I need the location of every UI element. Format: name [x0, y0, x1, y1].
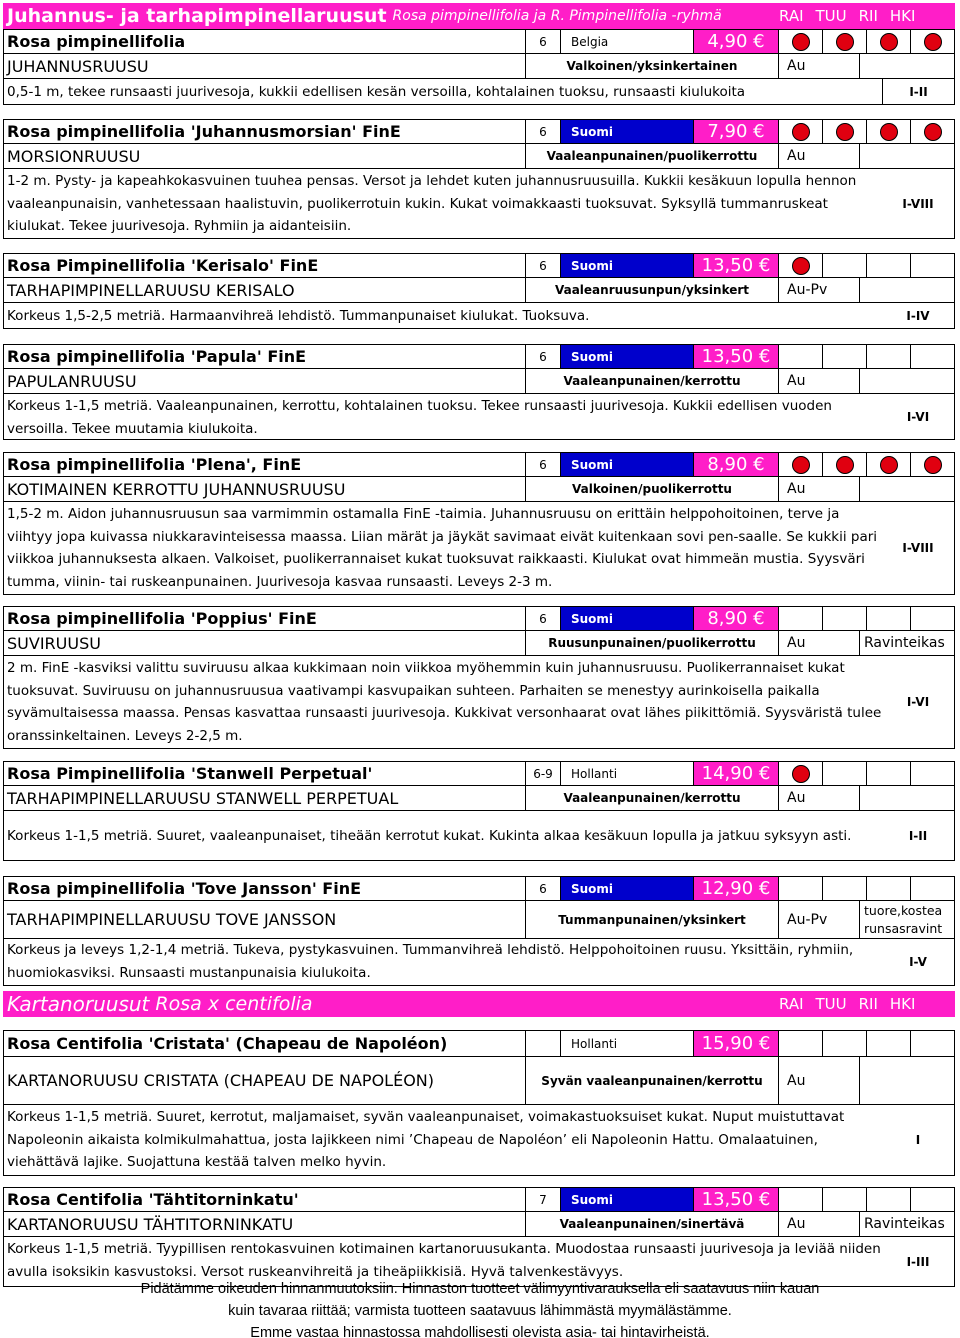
origin-country: Suomi [561, 453, 694, 476]
soil-note [860, 369, 954, 393]
region-columns [779, 991, 927, 1017]
product-entry [3, 119, 955, 239]
flower-description: Vaaleanpunainen/sinertävä [526, 1212, 779, 1236]
flower-description: Vaaleanpunainen/kerrottu [526, 369, 779, 393]
hardiness-zone: I-IV [906, 308, 930, 323]
availability-hki [911, 30, 954, 53]
growth-zone: 7 [526, 1188, 561, 1211]
available-dot-icon [836, 123, 854, 141]
product-name: Rosa pimpinellifolia 'Papula' FinE [4, 345, 526, 368]
availability-hki [911, 607, 954, 630]
growth-zone [526, 1031, 561, 1056]
availability-hki [911, 254, 954, 277]
product-entry [3, 29, 955, 105]
bloom-time: Au [779, 631, 860, 655]
price: 4,90 € [694, 30, 779, 53]
product-name: Rosa Pimpinellifolia 'Kerisalo' FinE [4, 254, 526, 277]
hardiness-zone: I-II [908, 828, 928, 843]
hardiness-zone: I-III [906, 1254, 930, 1269]
section-header-pimpinellifolia [3, 3, 955, 29]
available-dot-icon [792, 33, 810, 51]
availability-rii [867, 1188, 911, 1211]
bloom-time: Au [779, 477, 860, 501]
availability-tuu [823, 345, 867, 368]
product-description: Korkeus 1-1,5 metriä. Suuret, vaaleanpunaiset, tiheään kerrotut kukat. Kukinta alkaa kesäkuun lopulla ja jatkuu syksyyn asti. [7, 828, 852, 844]
product-entry [3, 761, 955, 861]
finnish-name: KARTANORUUSU CRISTATA (CHAPEAU DE NAPOLÉON) [4, 1057, 526, 1104]
hardiness-zone: I-V [909, 955, 927, 969]
hardiness-zone: I-VI [906, 409, 930, 424]
price: 13,50 € [694, 1188, 779, 1211]
soil-note [860, 786, 954, 810]
soil-note: Ravinteikas [864, 1216, 945, 1232]
available-dot-icon [792, 765, 810, 783]
soil-note [860, 1057, 954, 1104]
price: 13,50 € [694, 345, 779, 368]
availability-tuu [823, 453, 867, 476]
availability-rii [867, 762, 911, 785]
availability-rai [779, 254, 823, 277]
product-entry [3, 876, 955, 986]
available-dot-icon [836, 33, 854, 51]
hardiness-zone: I-VI [906, 695, 930, 709]
availability-rai [779, 30, 823, 53]
product-entry [3, 344, 955, 440]
col-hki: HKI [889, 995, 916, 1013]
finnish-name: MORSIONRUUSU [4, 144, 526, 168]
region-columns [779, 3, 927, 29]
availability-rii [867, 877, 911, 900]
section-subtitle: Rosa x centifolia [155, 993, 313, 1015]
price: 8,90 € [694, 453, 779, 476]
product-name: Rosa pimpinellifolia 'Juhannusmorsian' FinE [4, 120, 526, 143]
available-dot-icon [792, 257, 810, 275]
price: 15,90 € [694, 1031, 779, 1056]
origin-country: Belgia [561, 30, 694, 53]
product-entry [3, 253, 955, 329]
hardiness-zone: I [915, 1133, 921, 1147]
available-dot-icon [880, 456, 898, 474]
available-dot-icon [924, 33, 942, 51]
growth-zone: 6 [526, 254, 561, 277]
flower-description: Tummanpunainen/yksinkert [526, 901, 779, 938]
availability-hki [911, 345, 954, 368]
growth-zone: 6 [526, 120, 561, 143]
col-rii: RII [858, 7, 878, 25]
availability-rai [779, 453, 823, 476]
origin-country: Suomi [561, 607, 694, 630]
availability-hki [911, 1188, 954, 1211]
finnish-name: TARHAPIMPINELLARUUSU TOVE JANSSON [4, 901, 526, 938]
section-title: Juhannus- ja tarhapimpinellaruusut [7, 5, 387, 27]
product-name: Rosa Centifolia 'Cristata' (Chapeau de Napoléon) [4, 1031, 526, 1056]
availability-tuu [823, 1031, 867, 1056]
growth-zone: 6 [526, 607, 561, 630]
finnish-name: SUVIRUUSU [4, 631, 526, 655]
product-name: Rosa pimpinellifolia [4, 30, 526, 53]
finnish-name: TARHAPIMPINELLARUUSU STANWELL PERPETUAL [4, 786, 526, 810]
availability-rai [779, 762, 823, 785]
availability-rai [779, 345, 823, 368]
bloom-time: Au-Pv [779, 278, 860, 302]
availability-tuu [823, 762, 867, 785]
section-subtitle: Rosa pimpinellifolia ja R. Pimpinellifolia -ryhmä [392, 8, 722, 24]
col-rii: RII [858, 995, 878, 1013]
availability-hki [911, 762, 954, 785]
hardiness-zone: I-II [882, 79, 954, 104]
product-entry [3, 1187, 955, 1287]
bloom-time: Au [779, 54, 860, 78]
price: 7,90 € [694, 120, 779, 143]
availability-hki [911, 1031, 954, 1056]
product-description: 1-2 m. Pysty- ja kapeahkokasvuinen tuuhea pensas. Versot ja lehdet kuten juhannusruusuilla. Kukkii kesäkuun lopulla hennon vaaleanpunaisin, vanhetessaan haalistuvin, puolikerrotuin kukin. Kukat voimakkaasti tuoksuvat. Syksyllä tummanruskeat kiulukat. Tekee juurivesoja. Ryhmiin ja aidanteisiin. [7, 173, 857, 234]
finnish-name: PAPULANRUUSU [4, 369, 526, 393]
availability-tuu [823, 254, 867, 277]
growth-zone: 6 [526, 877, 561, 900]
product-name: Rosa pimpinellifolia 'Plena', FinE [4, 453, 526, 476]
finnish-name: TARHAPIMPINELLARUUSU KERISALO [4, 278, 526, 302]
price: 14,90 € [694, 762, 779, 785]
footer-line: Emme vastaa hinnastossa mahdollisesti olevista asia- tai hintavirheistä. [250, 1325, 710, 1338]
product-name: Rosa Pimpinellifolia 'Stanwell Perpetual' [4, 762, 526, 785]
hardiness-zone: I-VIII [902, 541, 934, 555]
growth-zone: 6 [526, 453, 561, 476]
product-description: Korkeus ja leveys 1,2-1,4 metriä. Tukeva, pystykasvuinen. Tummanvihreä lehdistö. Helppohoitoinen ruusu. Yksittäin, ryhmiin, huomiokasviksi. Runsaasti mustanpunaisia kiulukoita. [7, 942, 854, 981]
available-dot-icon [880, 123, 898, 141]
price: 13,50 € [694, 254, 779, 277]
bloom-time: Au [779, 1057, 860, 1104]
availability-hki [911, 877, 954, 900]
availability-rii [867, 30, 911, 53]
availability-rii [867, 120, 911, 143]
availability-tuu [823, 1188, 867, 1211]
available-dot-icon [836, 456, 854, 474]
col-hki: HKI [889, 7, 916, 25]
bloom-time: Au [779, 144, 860, 168]
footer-line: kuin tavaraa riittää; varmista tuotteen saatavuus lähimmästä myymälästämme. [228, 1303, 732, 1319]
product-description: Korkeus 1,5-2,5 metriä. Harmaanvihreä lehdistö. Tummanpunaiset kiulukat. Tuoksuva. [7, 308, 590, 324]
product-description: 1,5-2 m. Aidon juhannusruusun saa varmimmin ostamalla FinE -taimia. Juhannusruusu on erittäin helppohoitoinen, terve ja viihtyy jopa kuivassa niukkaravinteisessa maassa. Liian märät ja jäykät savimaat eivät kuitenkaan sovi pen-saalle. Se kukkii pari viikkoa juhannuksesta alkaen. Valkoiset, puolikerrannaiset kukat tuoksuvat raikkaasti. Kiulukat ovat himmeän mustia. Syysväri tumma, viinin- tai ruskeanpunainen. Juurivesoja kasvaa runsaasti. Leveys 2-3 m. [7, 506, 878, 590]
flower-description: Syvän vaaleanpunainen/kerrottu [526, 1057, 779, 1104]
product-entry [3, 1030, 955, 1176]
soil-note [860, 144, 954, 168]
col-rai: RAI [779, 7, 804, 25]
product-description: 2 m. FinE -kasviksi valittu suviruusu alkaa kukkimaan noin viikkoa myöhemmin kuin juhannusruusu. Puolikerrannaiset kukat tuoksuvat. Suviruusu on juhannusruusua vaativampi kasvupaikan suhteen. Parhaiten se menestyy aurinkoisella paikalla syvämultaisessa maassa. Pensas kasvattaa runsaasti juurivesoja. Kukkivat versonhaarat ovat lähes piikittömiä. Syysväristä tulee oranssinkeltainen. Leveys 2-2,5 m. [7, 660, 882, 744]
available-dot-icon [792, 123, 810, 141]
soil-note [860, 278, 954, 302]
col-tuu: TUU [815, 7, 847, 25]
product-description: Korkeus 1-1,5 metriä. Tyypillisen rentokasvuinen kotimainen kartanoruusukanta. Muodostaa runsaasti juurivesoja ja leviää niiden avulla isoksikin kasvustoksi. Versot ruskeanvihreitä ja tiheäpiikkisiä. Hyvä talvenkestävyys. [7, 1241, 881, 1280]
origin-country: Hollanti [561, 762, 694, 785]
availability-tuu [823, 120, 867, 143]
flower-description: Valkoinen/puolikerrottu [526, 477, 779, 501]
origin-country: Suomi [561, 877, 694, 900]
availability-tuu [823, 877, 867, 900]
availability-rii [867, 345, 911, 368]
col-tuu: TUU [815, 995, 847, 1013]
flower-description: Vaaleanpunainen/kerrottu [526, 786, 779, 810]
availability-rii [867, 453, 911, 476]
growth-zone: 6 [526, 30, 561, 53]
availability-rii [867, 1031, 911, 1056]
flower-description: Vaaleanruusunpun/yksinkert [526, 278, 779, 302]
soil-note [860, 477, 954, 501]
section-header-centifolia [3, 991, 955, 1017]
availability-hki [911, 453, 954, 476]
flower-description: Vaaleanpunainen/puolikerrottu [526, 144, 779, 168]
soil-note: tuore,kostea runsasravint [864, 902, 943, 936]
available-dot-icon [792, 456, 810, 474]
available-dot-icon [924, 123, 942, 141]
finnish-name: JUHANNUSRUUSU [4, 54, 526, 78]
availability-rai [779, 120, 823, 143]
footer-disclaimer [0, 1278, 960, 1338]
bloom-time: Au [779, 1212, 860, 1236]
product-description: 0,5-1 m, tekee runsaasti juurivesoja, kukkii edellisen kesän versoilla, kohtalainen tuoksu, runsaasti kiulukoita [7, 84, 746, 100]
hardiness-zone: I-VIII [902, 196, 934, 211]
product-description: Korkeus 1-1,5 metriä. Suuret, kerrotut, maljamaiset, syvän vaaleanpunaiset, voimakastuoksuiset kukat. Nuput muistuttavat Napoleonin aikaista kolmikulmahattua, josta lajikkeen nimi ’Chapeau de Napoléon’ eli Napoleonin Hattu. Omalaatuinen, viehättävä lajike. Suojattuna kestää talven melko hyvin. [7, 1109, 845, 1170]
price: 12,90 € [694, 877, 779, 900]
origin-country: Suomi [561, 254, 694, 277]
finnish-name: KARTANORUUSU TÄHTITORNINKATU [4, 1212, 526, 1236]
availability-rai [779, 1031, 823, 1056]
availability-rii [867, 607, 911, 630]
product-name: Rosa Centifolia 'Tähtitorninkatu' [4, 1188, 526, 1211]
bloom-time: Au-Pv [779, 901, 860, 938]
product-name: Rosa pimpinellifolia 'Poppius' FinE [4, 607, 526, 630]
availability-rai [779, 877, 823, 900]
bloom-time: Au [779, 786, 860, 810]
flower-description: Valkoinen/yksinkertainen [526, 54, 779, 78]
availability-rai [779, 1188, 823, 1211]
product-description: Korkeus 1-1,5 metriä. Vaaleanpunainen, kerrottu, kohtalainen tuoksu. Tekee runsaasti juurivesoja. Kukkii edellisen vuoden versoilla. Tekee muutamia kiulukoita. [7, 398, 832, 437]
product-entry [3, 606, 955, 749]
origin-country: Hollanti [561, 1031, 694, 1056]
availability-tuu [823, 607, 867, 630]
origin-country: Suomi [561, 1188, 694, 1211]
section-title: Kartanoruusut [7, 992, 150, 1016]
price: 8,90 € [694, 607, 779, 630]
availability-rai [779, 607, 823, 630]
finnish-name: KOTIMAINEN KERROTTU JUHANNUSRUUSU [4, 477, 526, 501]
footer-line: Pidätämme oikeuden hinnanmuutoksiin. Hinnaston tuotteet välimyyntivarauksella eli saatavuus niin kauan [140, 1281, 820, 1297]
origin-country: Suomi [561, 120, 694, 143]
growth-zone: 6 [526, 345, 561, 368]
flower-description: Ruusunpunainen/puolikerrottu [526, 631, 779, 655]
origin-country: Suomi [561, 345, 694, 368]
availability-hki [911, 120, 954, 143]
col-rai: RAI [779, 995, 804, 1013]
availability-tuu [823, 30, 867, 53]
soil-note: Ravinteikas [864, 635, 945, 651]
growth-zone: 6-9 [526, 762, 561, 785]
available-dot-icon [880, 33, 898, 51]
bloom-time: Au [779, 369, 860, 393]
product-name: Rosa pimpinellifolia 'Tove Jansson' FinE [4, 877, 526, 900]
product-entry [3, 452, 955, 595]
available-dot-icon [924, 456, 942, 474]
soil-note [860, 54, 954, 78]
availability-rii [867, 254, 911, 277]
